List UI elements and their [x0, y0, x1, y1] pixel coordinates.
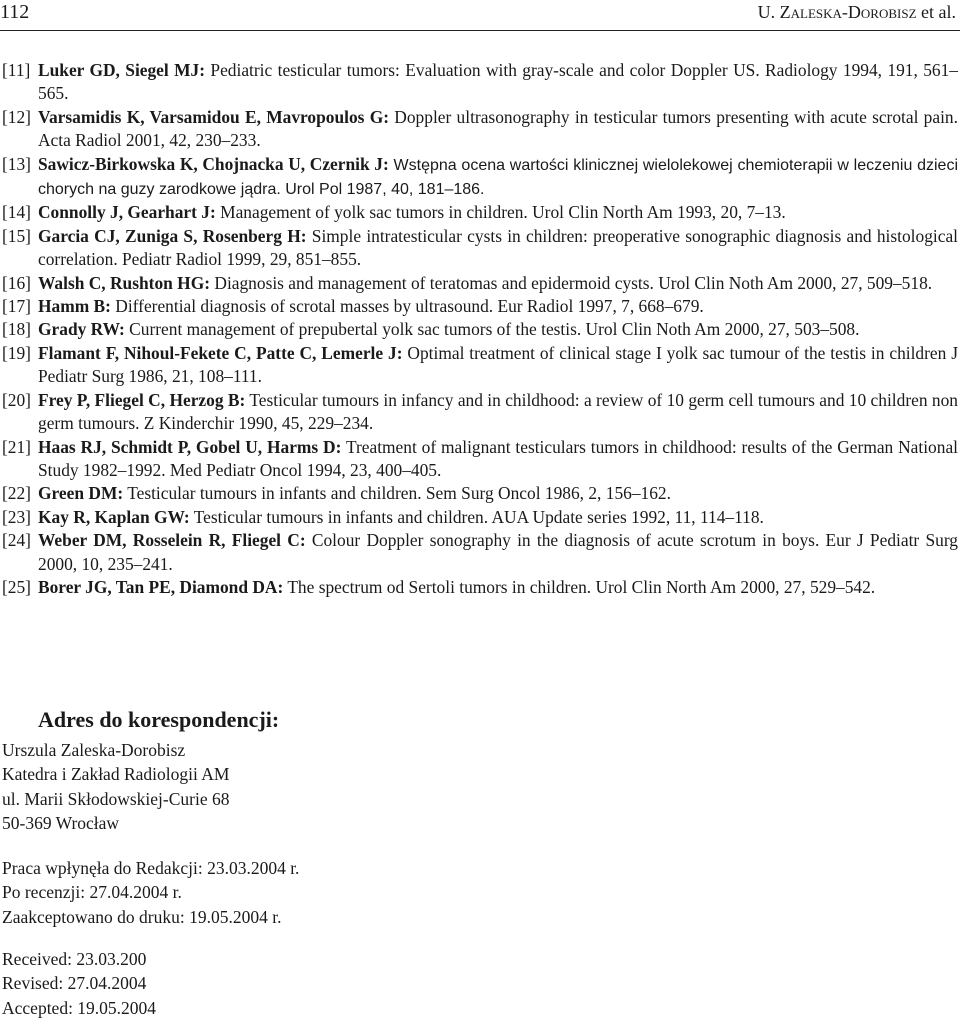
- reference-citation: Doppler ultrasonography in testicular tumors presenting with acute scrotal pain. Acta Radiol 2001, 42, 230–233.: [38, 106, 958, 151]
- reference-citation: Optimal treatment of clinical stage I yolk sac tumour of the testis in children J Pediatr Surg 1986, 21, 108–111.: [38, 342, 958, 387]
- reference-item: [0, 482, 958, 505]
- reference-item: [0, 342, 958, 389]
- reference-list: [0, 59, 958, 599]
- date-accepted-pl: Zaakceptowano do druku: 19.05.2004 r.: [2, 906, 282, 927]
- reference-authors: Grady RW:: [38, 319, 125, 340]
- reference-citation: Testicular tumours in infants and children. AUA Update series 1992, 11, 114–118.: [189, 506, 764, 527]
- reference-authors: Garcia CJ, Zuniga S, Rosenberg H:: [38, 225, 307, 246]
- reference-item: [0, 295, 958, 318]
- reference-citation: Testicular tumours in infants and children. Sem Surg Oncol 1986, 2, 156–162.: [123, 483, 671, 504]
- reference-citation: Current management of prepubertal yolk sac tumors of the testis. Urol Clin Noth Am 2000, 27, 503–508.: [124, 319, 860, 340]
- reference-number: [24]: [2, 530, 31, 551]
- reference-item: [0, 106, 958, 153]
- correspondence-name: Urszula Zaleska-Dorobisz: [2, 740, 186, 760]
- correspondence-city: 50-369 Wrocław: [2, 813, 120, 834]
- reference-citation: Colour Doppler sonography in the diagnosis of acute scrotum in boys. Eur J Pediatr Surg 2000, 10, 235–241.: [38, 530, 958, 574]
- reference-authors: Kay R, Kaplan GW:: [38, 506, 190, 527]
- reference-number: [18]: [2, 319, 31, 340]
- reference-number: [11]: [2, 60, 31, 80]
- reference-authors: Luker GD, Siegel MJ:: [38, 60, 206, 80]
- date-received-pl: Praca wpłynęła do Redakcji: 23.03.2004 r.: [2, 858, 300, 878]
- correspondence-department: Katedra i Zakład Radiologii AM: [2, 764, 230, 785]
- reference-citation: Wstępna ocena wartości klinicznej wielolekowej chemioterapii w leczeniu dzieci chorych na guzy zarodkowe jądra. Urol Pol 1987, 40, 181–186.: [38, 156, 959, 199]
- reference-item: [0, 529, 958, 576]
- reference-number: [22]: [2, 483, 31, 504]
- reference-item: [0, 272, 958, 295]
- correspondence-heading: Adres do korespondencji:: [38, 707, 280, 732]
- reference-item: [0, 506, 958, 529]
- reference-item: [0, 576, 958, 599]
- reference-number: [17]: [2, 296, 31, 317]
- dates-english: [2, 947, 156, 1020]
- reference-number: [19]: [2, 342, 31, 363]
- reference-authors: Haas RJ, Schmidt P, Gobel U, Harms D:: [38, 436, 342, 457]
- reference-authors: Weber DM, Rosselein R, Fliegel C:: [38, 530, 306, 551]
- reference-item: [0, 201, 958, 224]
- reference-citation: Treatment of malignant testiculars tumors in childhood: results of the German National Study 1982–1992. Med Pediatr Oncol 1994, 23, 400–405.: [38, 436, 958, 480]
- reference-citation: Diagnosis and management of teratomas and epidermoid cysts. Urol Clin Noth Am 2000, 27, 509–518.: [210, 272, 933, 293]
- reference-authors: Flamant F, Nihoul-Fekete C, Patte C, Lemerle J:: [38, 342, 403, 363]
- reference-number: [12]: [2, 106, 31, 127]
- reference-item: [0, 318, 958, 341]
- reference-citation: Management of yolk sac tumors in children. Urol Clin North Am 1993, 20, 7–13.: [215, 202, 786, 223]
- reference-authors: Green DM:: [38, 483, 124, 504]
- reference-item: [0, 59, 958, 106]
- reference-authors: Walsh C, Rushton HG:: [38, 272, 211, 293]
- reference-citation: The spectrum od Sertoli tumors in children. Urol Clin North Am 2000, 27, 529–542.: [283, 576, 876, 597]
- reference-authors: Borer JG, Tan PE, Diamond DA:: [38, 576, 284, 597]
- header-rule: [0, 30, 960, 31]
- reference-item: [0, 389, 958, 436]
- reference-authors: Sawicz-Birkowska K, Chojnacka U, Czernik J:: [38, 153, 389, 174]
- reference-number: [14]: [2, 202, 31, 223]
- dates-polish: [2, 856, 299, 929]
- reference-authors: Frey P, Fliegel C, Herzog B:: [38, 389, 246, 410]
- running-head: U. Zaleska-Dorobisz et al.: [757, 2, 956, 22]
- reference-number: [23]: [2, 506, 31, 527]
- reference-number: [15]: [2, 225, 31, 246]
- reference-item: [0, 436, 958, 483]
- reference-citation: Pediatric testicular tumors: Evaluation with gray-scale and color Doppler US. Radiology 1994, 191, 561–565.: [38, 60, 958, 104]
- date-revised-pl: Po recenzji: 27.04.2004 r.: [2, 882, 182, 903]
- date-revised: Revised: 27.04.2004: [2, 973, 147, 994]
- reference-item: [0, 225, 958, 272]
- page-number: 112: [0, 1, 30, 23]
- reference-number: [25]: [2, 576, 31, 597]
- correspondence-street: ul. Marii Skłodowskiej-Curie 68: [2, 788, 230, 809]
- reference-citation: Simple intratesticular cysts in children: preoperative sonographic diagnosis and histological correlation. Pediatr Radiol 1999, 29, 851–855.: [38, 225, 958, 270]
- date-accepted: Accepted: 19.05.2004: [2, 997, 157, 1018]
- reference-number: [20]: [2, 389, 31, 410]
- date-received: Received: 23.03.200: [2, 949, 147, 969]
- reference-authors: Varsamidis K, Varsamidou E, Mavropoulos G:: [38, 106, 390, 127]
- correspondence-address: [2, 738, 229, 836]
- reference-citation: Differential diagnosis of scrotal masses by ultrasound. Eur Radiol 1997, 7, 668–679.: [110, 296, 704, 317]
- reference-number: [21]: [2, 436, 31, 457]
- reference-citation: Testicular tumours in infancy and in childhood: a review of 10 germ cell tumours and 10 children non germ tumours. Z Kinderchir 1990, 45, 229–234.: [38, 389, 958, 434]
- page-header: [0, 0, 960, 28]
- reference-authors: Hamm B:: [38, 296, 111, 317]
- reference-number: [16]: [2, 272, 31, 293]
- reference-number: [13]: [2, 153, 31, 174]
- reference-authors: Connolly J, Gearhart J:: [38, 202, 216, 223]
- reference-item: [0, 153, 958, 202]
